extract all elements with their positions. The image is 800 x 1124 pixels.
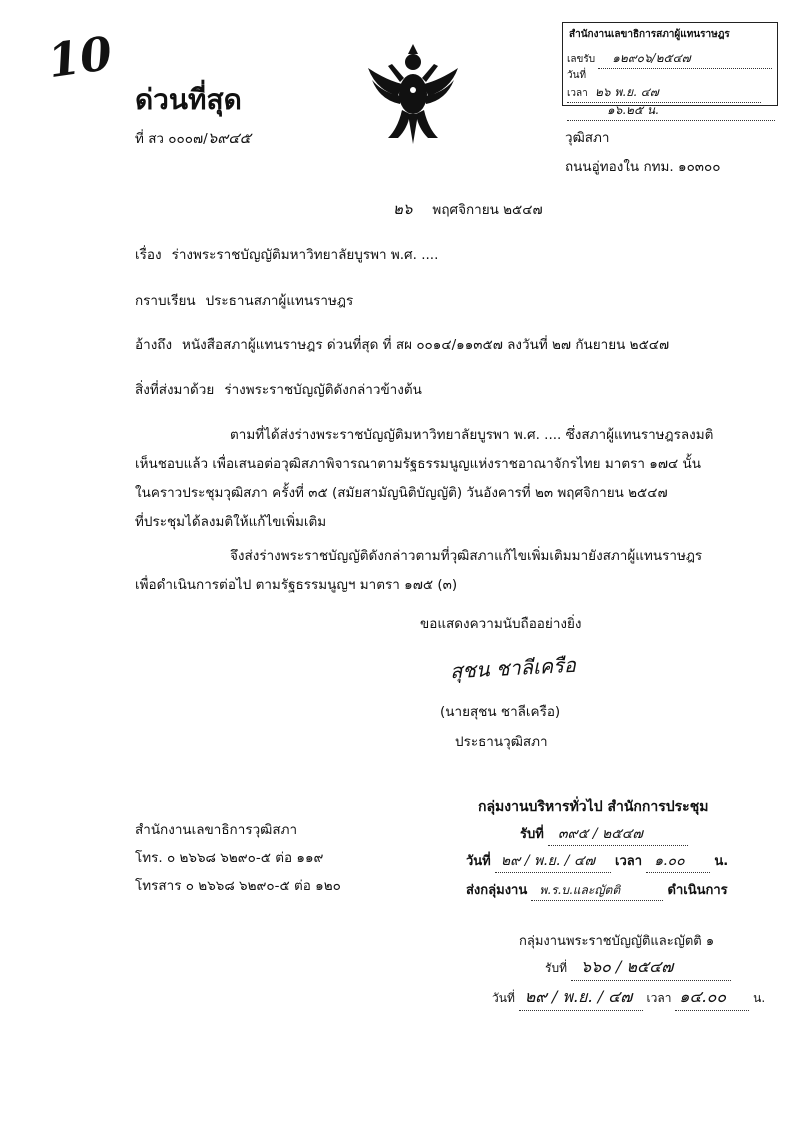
reference-line [135,333,669,355]
reference-text: หนังสือสภาผู้แทนราษฎร ด่วนที่สุด ที่ สผ ๐๐๑๔/๑๑๓๕๗ ลงวันที่ ๒๗ กันยายน ๒๕๔๗ [182,337,670,353]
salutation-text: ประธานสภาผู้แทนราษฎร [205,293,354,309]
receipt-stamp-date-label: วันที่ [567,70,587,81]
body-paragraph-1-line-3: ในคราวประชุมวุฒิสภา ครั้งที่ ๓๕ (สมัยสามัญนิติบัญญัติ) วันอังคารที่ ๒๓ พฤศจิกายน ๒๕๔๗ [135,485,668,501]
reference-label: อ้างถึง [135,337,173,353]
meeting-stamp-date-value: ๒๙ / พ.ย. / ๔๗ [495,850,611,873]
meeting-stamp-send-label: ส่งกลุ่มงาน [466,883,528,898]
receipt-stamp-time-value: ๑๖.๒๕ น. [567,101,775,121]
signature: สุชน ชาลีเครือ [449,652,577,684]
meeting-stamp-send-value: พ.ร.บ.และญัตติ [531,881,663,901]
reference-number-prefix: ที่ สว ๐๐๐๗/ [135,131,208,147]
footer-office: สำนักงานเลขาธิการวุฒิสภา [135,822,298,838]
body-paragraph-2-line-2: เพื่อดำเนินการต่อไป ตามรัฐธรรมนูญฯ มาตรา ๑๗๕ (๓) [135,577,458,593]
bills-stamp-title: กลุ่มงานพระราชบัญญัติและญัตติ ๑ [519,934,715,949]
reference-number [135,126,251,150]
bills-stamp-time-value: ๑๔.๐๐ [675,985,749,1011]
urgency-heading: ด่วนที่สุด [135,83,242,116]
letter-date-month-year: พฤศจิกายน ๒๕๔๗ [432,202,543,218]
meeting-stamp-time-suffix: น. [714,854,729,869]
meeting-stamp-title: กลุ่มงานบริหารทั่วไป สำนักการประชุม [478,799,709,815]
subject-label: เรื่อง [135,247,162,263]
signer-name: (นายสุชน ชาลีเครือ) [440,704,561,720]
bills-stamp-time-suffix: น. [753,991,766,1005]
receipt-stamp-title: สำนักงานเลขาธิการสภาผู้แทนราษฎร [569,29,730,40]
closing-phrase: ขอแสดงความนับถืออย่างยิ่ง [420,616,582,632]
letter-date-day: ๒๖ [393,200,413,218]
body-paragraph-1-line-1: ตามที่ได้ส่งร่างพระราชบัญญัติมหาวิทยาลัยบูรพา พ.ศ. .... ซึ่งสภาผู้แทนราษฎรลงมติ [230,427,714,443]
salutation-label: กราบเรียน [135,293,196,309]
receipt-stamp-time-label: เวลา [567,88,588,99]
meeting-stamp-receive-label: รับที่ [520,827,544,842]
meeting-stamp-date-row [466,850,728,873]
receipt-stamp-time-row [567,86,777,121]
enclosure-line [135,378,422,400]
sender-org: วุฒิสภา [565,130,610,146]
bills-stamp-receive-value: ๖๖๐ / ๒๕๔๗ [571,955,731,981]
meeting-stamp-time-label: เวลา [615,854,643,869]
body-paragraph-2-line-1: จึงส่งร่างพระราชบัญญัติดังกล่าวตามที่วุฒิสภาแก้ไขเพิ่มเติมมายังสภาผู้แทนราษฎร [230,548,703,564]
bills-stamp-time-label: เวลา [646,991,672,1005]
enclosure-text: ร่างพระราชบัญญัติดังกล่าวข้างต้น [224,382,422,398]
receipt-stamp-receive-row [567,49,772,69]
handwritten-file-number: 10 [44,25,116,89]
receipt-stamp-date-value: ๒๖ พ.ย. ๔๗ [567,83,761,103]
salutation-line [135,289,353,311]
signer-position: ประธานวุฒิสภา [455,734,548,750]
bills-stamp-date-value: ๒๙ / พ.ย. / ๔๗ [519,985,643,1011]
garuda-emblem [358,40,468,148]
subject-line [135,243,438,265]
bills-stamp-receive-row [545,955,731,981]
body-paragraph-1-line-4: ที่ประชุมได้ลงมติให้แก้ไขเพิ่มเติม [135,514,327,530]
receipt-stamp-receive-label: เลขรับ [567,54,596,65]
enclosure-label: สิ่งที่ส่งมาด้วย [135,382,215,398]
receipt-stamp [562,22,778,117]
meeting-stamp-date-label: วันที่ [466,854,491,869]
meeting-stamp-send-row [466,879,728,901]
reference-number-handwritten: ๖๙๔๕ [207,129,251,147]
meeting-stamp-send-suffix: ดำเนินการ [667,883,728,898]
meeting-stamp-time-value: ๑.๐๐ [646,850,710,873]
sender-address: ถนนอู่ทองใน กทม. ๑๐๓๐๐ [565,159,721,175]
body-paragraph-1-line-2: เห็นชอบแล้ว เพื่อเสนอต่อวุฒิสภาพิจารณาตามรัฐธรรมนูญแห่งราชอาณาจักรไทย มาตรา ๑๗๔ นั้น [135,456,701,472]
bills-stamp-date-label: วันที่ [492,991,515,1005]
receipt-stamp-receive-value: ๑๒๙๐๖/๒๕๔๗ [598,49,772,69]
letter-date [393,197,543,221]
meeting-stamp-receive-row [520,823,688,846]
bills-stamp-receive-label: รับที่ [545,961,567,975]
footer-fax: โทรสาร ๐ ๒๖๖๘ ๖๒๙๐-๕ ต่อ ๑๒๐ [135,878,341,894]
bills-stamp-date-row [492,985,765,1011]
footer-phone: โทร. ๐ ๒๖๖๘ ๖๒๙๐-๕ ต่อ ๑๑๙ [135,850,324,866]
meeting-stamp-receive-value: ๓๙๕ / ๒๕๔๗ [548,823,688,846]
subject-text: ร่างพระราชบัญญัติมหาวิทยาลัยบูรพา พ.ศ. .... [171,247,439,263]
